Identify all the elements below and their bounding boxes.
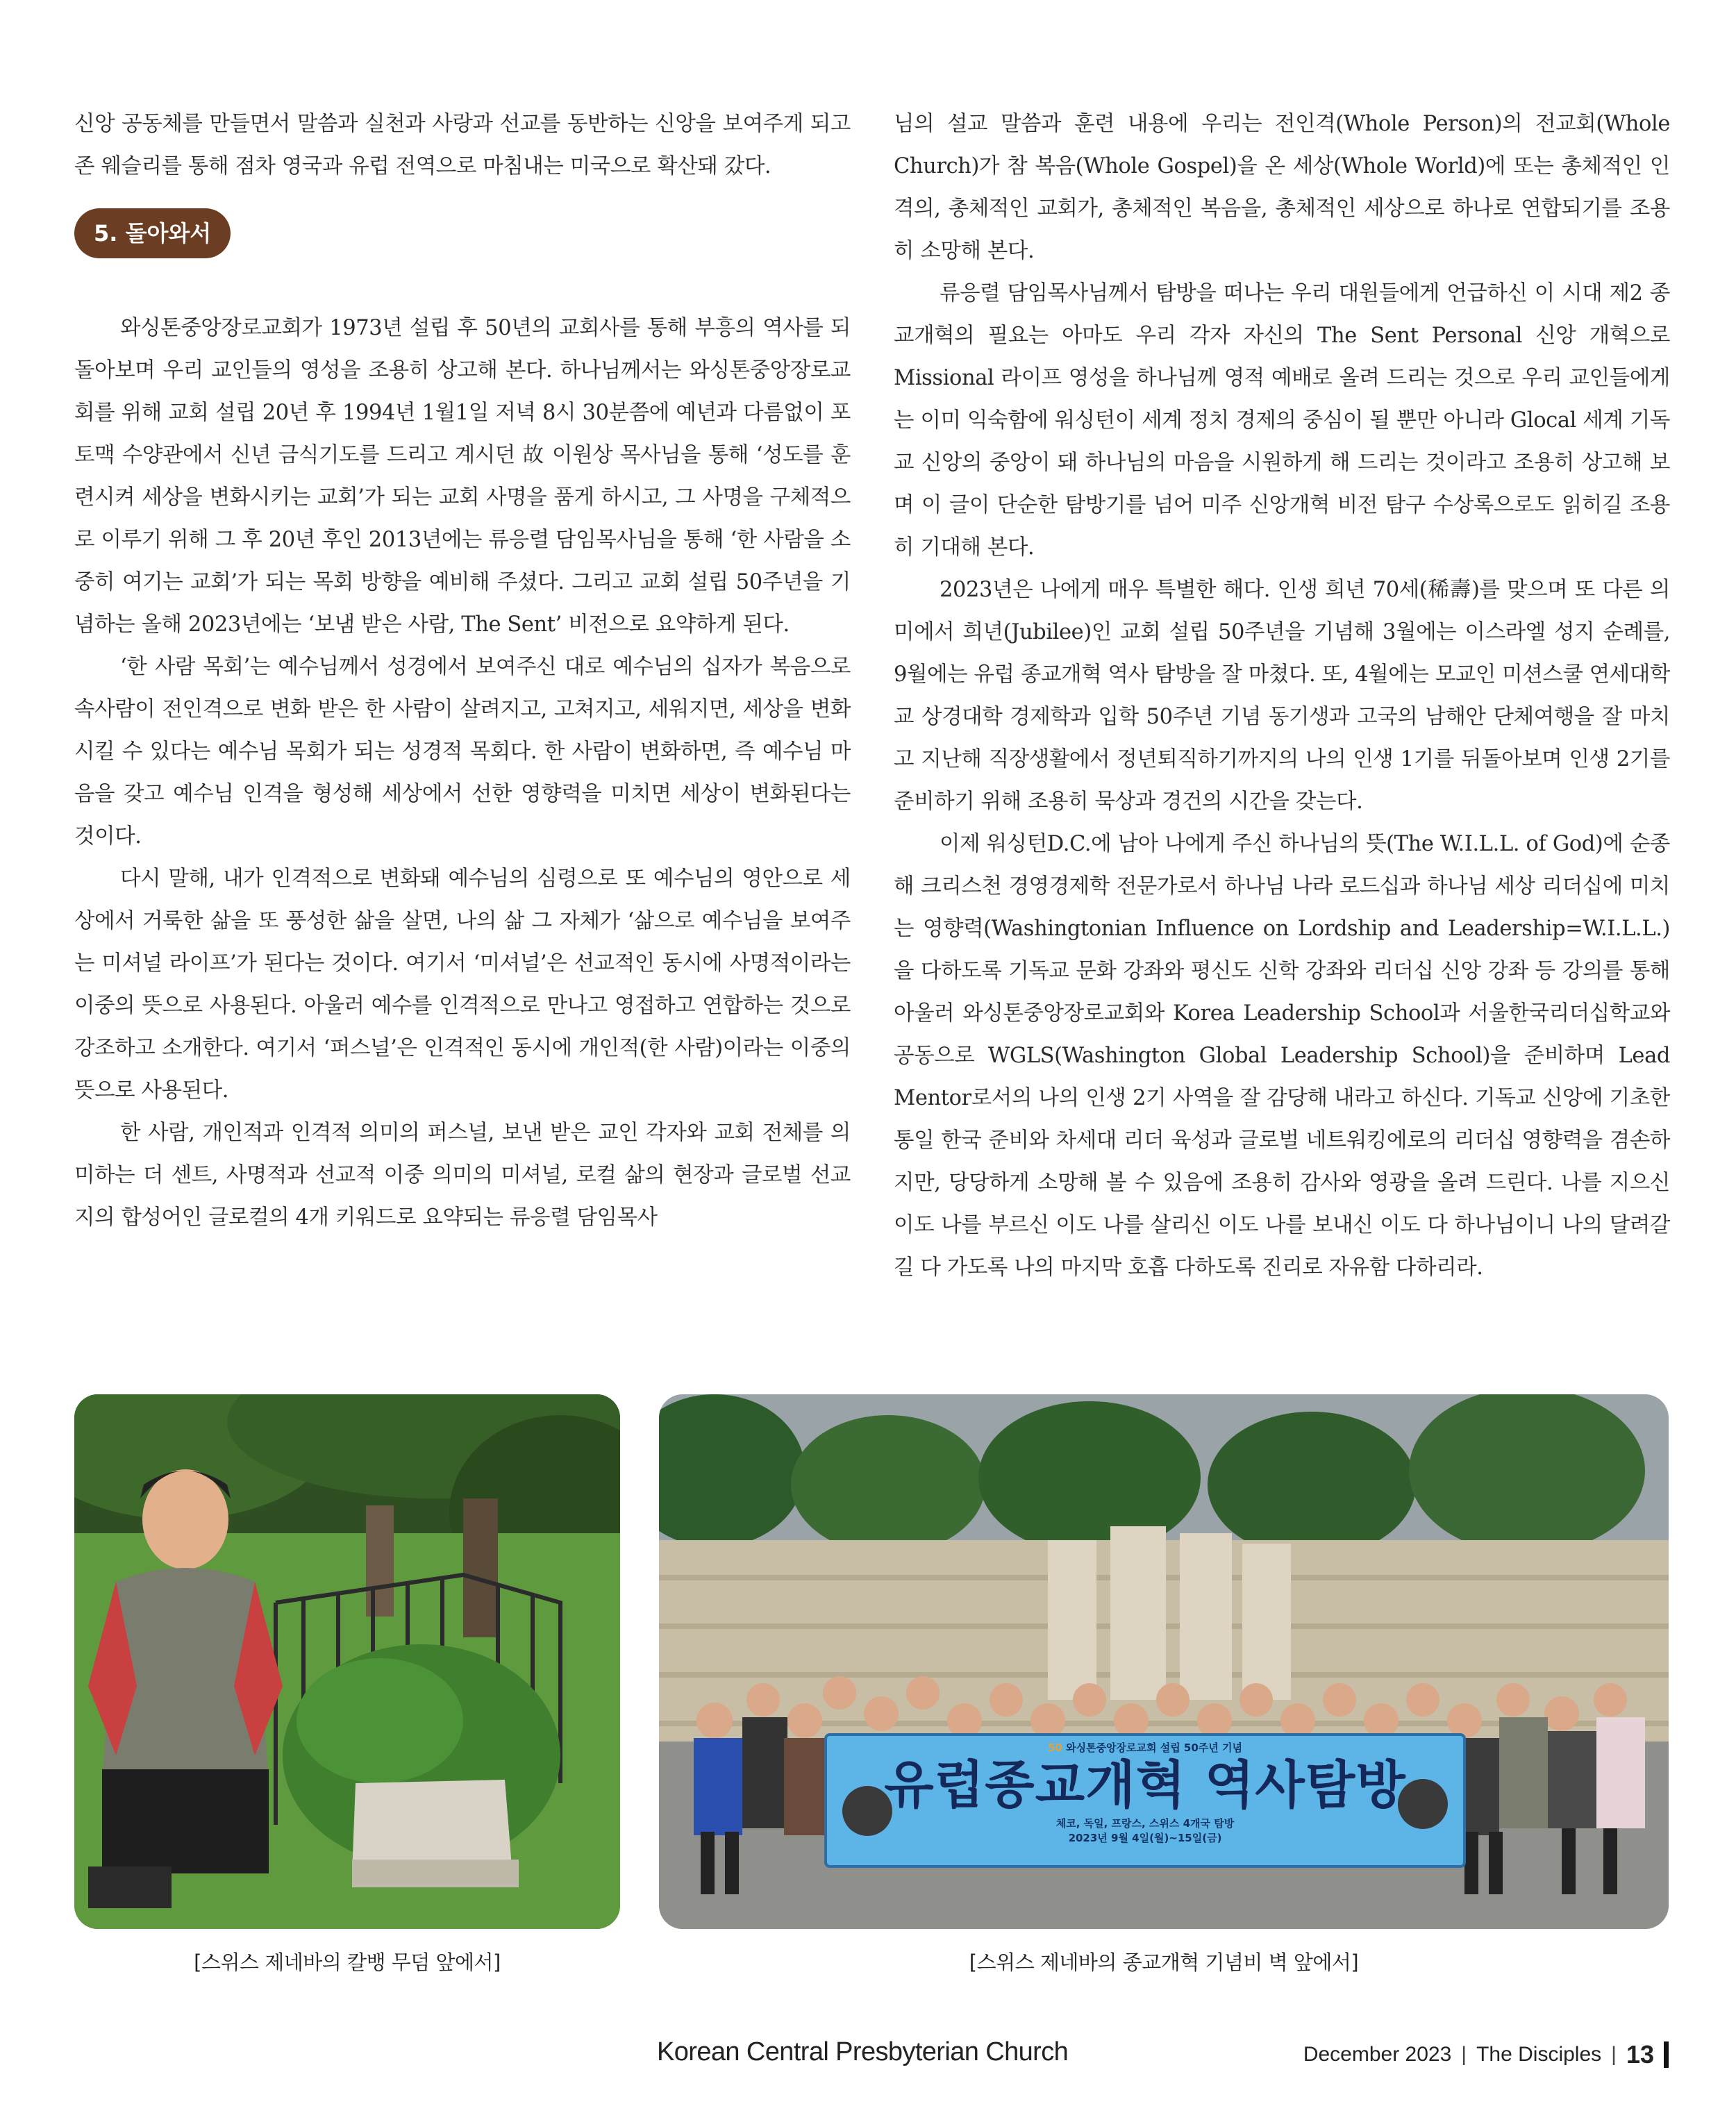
banner-subtitle: 체코, 독일, 프랑스, 스위스 4개국 탐방 (1055, 1817, 1235, 1830)
banner-dates: 2023년 9월 4일(월)~15일(금) (1068, 1832, 1222, 1844)
body-paragraph: 다시 말해, 내가 인격적으로 변화돼 예수님의 심령으로 또 예수님의 영안으로 세상에서 거룩한 삶을 또 풍성한 삶을 살면, 나의 삶 그 자체가 ‘삶으로 예수님을 보여주는 미셔널 라이프’가 된다는 것이다. 여기서 ‘미셔널’은 선교적인 동시에 사명적이라는 이중의 뜻으로 사용된다. 아울러 예수를 인격적으로 만나고 영접하고 연합하는 것으로 강조하고 소개한다. 여기서 ‘퍼스널’은 인격적인 동시에 개인적(한 사람)이라는 이중의 뜻으로 사용된다. (74, 867, 851, 1103)
body-paragraph: 류응렬 담임목사님께서 탐방을 떠나는 우리 대원들에게 언급하신 이 시대 제2 종교개혁의 필요는 아마도 우리 각자 자신의 The Sent Personal 신앙 개혁으로 Missional 라이프 영성을 하나님께 영적 예배로 올려 드리는 것으로 우리 교인들에게는 이미 익숙함에 워싱턴이 세계 정치 경제의 중심이 될 뿐만 아니라 Glocal 세계 기독교 신앙의 중앙이 돼 하나님의 마음을 시원하게 해 드리는 것이라고 조용히 상고해 보며 이 글이 단순한 탐방기를 넘어 미주 신앙개혁 비전 탐구 수상록으로도 읽히길 조용히 기대해 본다. (894, 281, 1670, 560)
section-heading-badge: 5. 돌아와서 (74, 208, 231, 258)
page-number: 13 (1626, 2040, 1654, 2069)
body-paragraph: ‘한 사람 목회’는 예수님께서 성경에서 보여주신 대로 예수님의 십자가 복음으로 속사람이 전인격으로 변화 받은 한 사람이 살려지고, 고쳐지고, 세워지면, 세상을 변화시킬 수 있다는 예수님 목회가 되는 성경적 목회다. 한 사람이 변화하면, 즉 예수님 마음을 갖고 예수님 인격을 형성해 세상에서 선한 영향력을 미치면 세상이 변화된다는 것이다. (74, 655, 851, 849)
right-column (894, 103, 1670, 1289)
page-footer (0, 2035, 1736, 2076)
intro-paragraph: 신앙 공동체를 만들면서 말씀과 실천과 사랑과 선교를 동반하는 신앙을 보여주게 되고 존 웨슬리를 통해 점차 영국과 유럽 전역으로 마침내는 미국으로 확산돼 갔다. (74, 112, 851, 178)
banner-title: 유럽종교개혁 역사탐방 (884, 1755, 1406, 1815)
calvin-grave-photo-illustration (74, 1394, 620, 1929)
group-banner-text (829, 1735, 1461, 1866)
left-photo-caption: [스위스 제네바의 칼뱅 무덤 앞에서] (194, 1951, 501, 1974)
footer-separator: | (1611, 2043, 1617, 2066)
banner-top-line: 와싱톤중앙장로교회 설립 50주년 기념 (1066, 1742, 1242, 1754)
footer-separator: | (1461, 2043, 1467, 2066)
left-column (74, 103, 851, 1239)
body-paragraph: 와싱톤중앙장로교회가 1973년 설립 후 50년의 교회사를 통해 부흥의 역사를 되돌아보며 우리 교인들의 영성을 조용히 상고해 본다. 하나님께서는 와싱톤중앙장로교회를 위해 교회 설립 20년 후 1994년 1월1일 저녁 8시 30분쯤에 예년과 다름없이 포토맥 수양관에서 신년 금식기도를 드리고 계시던 故 이원상 목사님을 통해 ‘성도를 훈련시켜 세상을 변화시키는 교회’가 되는 교회 사명을 품게 하시고, 그 사명을 구체적으로 이루기 위해 그 후 20년 후인 2013년에는 류응렬 담임목사님을 통해 ‘한 사람을 소중히 여기는 교회’가 되는 목회 방향을 예비해 주셨다. 그리고 교회 설립 50주년을 기념하는 올해 2023년에는 ‘보냄 받은 사람, The Sent’ 비전으로 요약하게 된다. (74, 316, 851, 637)
reformation-wall-group-photo (659, 1394, 1669, 1929)
footer-publication-info (1303, 2040, 1669, 2069)
body-paragraph: 한 사람, 개인적과 인격적 의미의 퍼스널, 보낸 받은 교인 각자와 교회 전체를 의미하는 더 센트, 사명적과 선교적 이중 의미의 미셔널, 로컬 삶의 현장과 글로벌 선교지의 합성어인 글로컬의 4개 키워드로 요약되는 류응렬 담임목사 (74, 1121, 851, 1230)
footer-end-bar (1664, 2041, 1669, 2068)
body-paragraph: 님의 설교 말씀과 훈련 내용에 우리는 전인격(Whole Person)의 전교회(Whole Church)가 참 복음(Whole Gospel)을 온 세상(Whole World)에 또는 총체적인 인격의, 총체적인 교회가, 총체적인 복음을, 총체적인 세상으로 하나로 연합되기를 조용히 소망해 본다. (894, 112, 1670, 263)
footer-date: December 2023 (1303, 2043, 1452, 2066)
footer-church-name: Korean Central Presbyterian Church (657, 2037, 1069, 2066)
body-paragraph: 2023년은 나에게 매우 특별한 해다. 인생 희년 70세(稀壽)를 맞으며 또 다른 의미에서 희년(Jubilee)인 교회 설립 50주년을 기념해 3월에는 이스라엘 성지 순례를, 9월에는 유럽 종교개혁 역사 탐방을 잘 마쳤다. 또, 4월에는 모교인 미션스쿨 연세대학교 상경대학 경제학과 입학 50주년 기념 동기생과 고국의 남해안 단체여행을 잘 마치고 지난해 직장생활에서 정년퇴직하기까지의 나의 인생 1기를 뒤돌아보며 인생 2기를 준비하기 위해 조용히 묵상과 경건의 시간을 갖는다. (894, 578, 1670, 814)
right-photo-caption: [스위스 제네바의 종교개혁 기념비 벽 앞에서] (969, 1951, 1359, 1974)
body-paragraph: 이제 워싱턴D.C.에 남아 나에게 주신 하나님의 뜻(The W.I.L.L. of God)에 순종해 크리스천 경영경제학 전문가로서 하나님 나라 로드십과 하나님 세상 리더십에 미치는 영향력(Washingtonian Influence on Lordship and Leadership=W.I.L.L.)을 다하도록 기독교 문화 강좌와 평신도 신학 강좌와 리더십 신앙 강좌 등 강의를 통해 아울러 와싱톤중앙장로교회와 Korea Leadership School과 서울한국리더십학교와 공동으로 WGLS(Washington Global Leadership School)을 준비하며 Lead Mentor로서의 나의 인생 2기 사역을 잘 감당해 내라고 하신다. 기독교 신앙에 기초한 통일 한국 준비와 차세대 리더 육성과 글로벌 네트워킹에로의 리더십 영향력을 겸손하지만, 당당하게 소망해 볼 수 있음에 조용히 감사와 영광을 올려 드린다. 나를 지으신 이도 나를 부르신 이도 나를 살리신 이도 나를 보내신 이도 다 하나님이니 나의 달려갈 길 다 가도록 나의 마지막 호흡 다하도록 진리로 자유함 다하리라. (894, 832, 1670, 1280)
footer-magazine-name: The Disciples (1476, 2043, 1602, 2066)
banner-logo-number: 50 (1047, 1742, 1062, 1754)
calvin-grave-photo (74, 1394, 620, 1929)
